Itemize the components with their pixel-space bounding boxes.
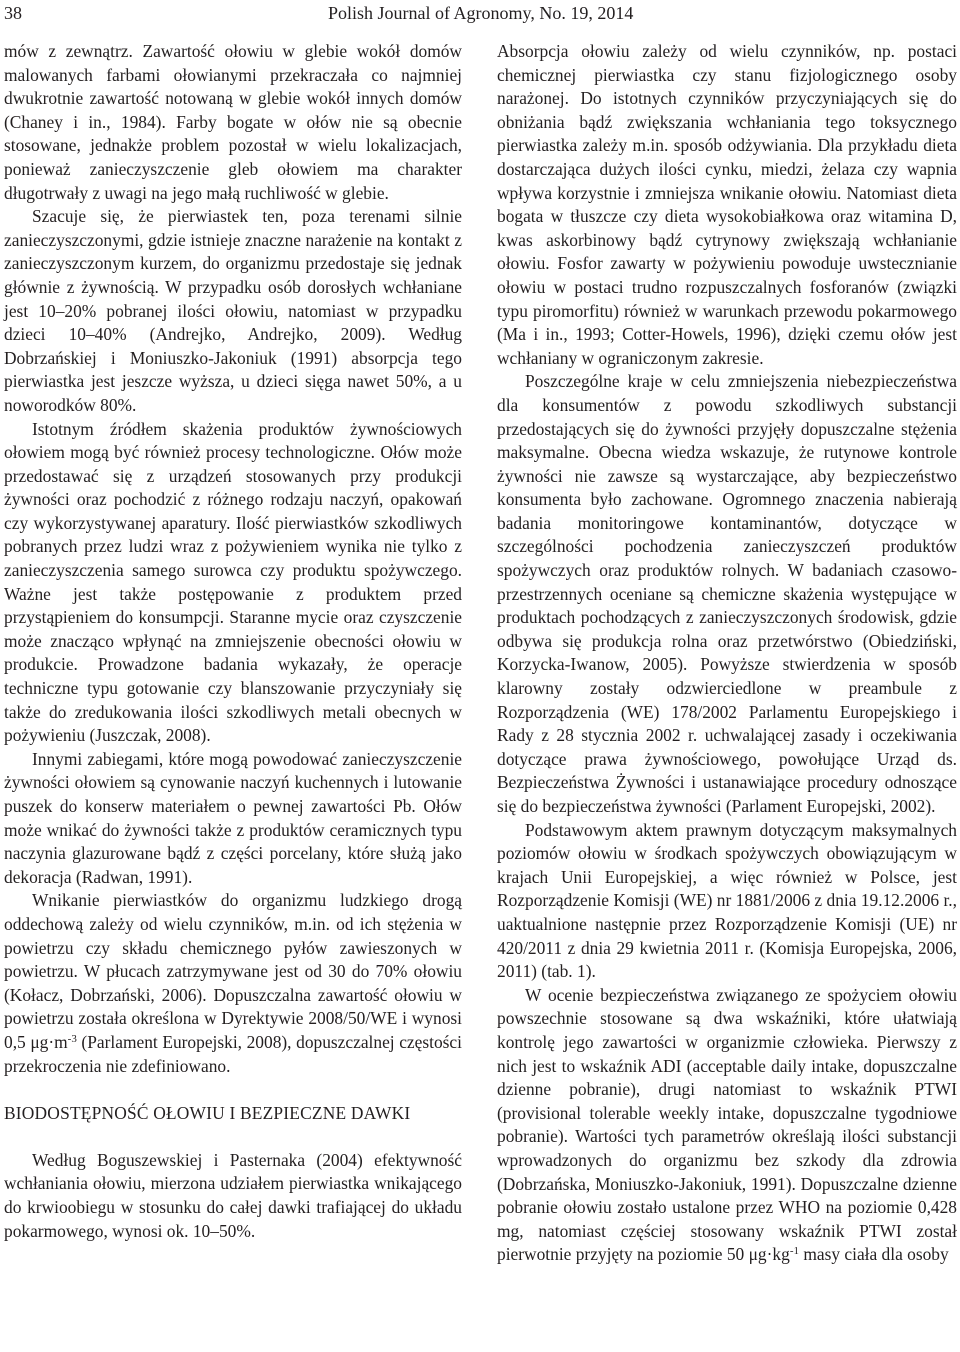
paragraph-text: W ocenie bezpieczeństwa związanego ze spożyciem ołowiu powszechnie stosowane są dwa wskaźniki, które ułatwiają kontrolę jego zawartości w organizmie człowieka. Pierwszy z nich jest to wskaźnik ADI (acceptable daily intake, dopuszczalne dzienne pobranie), drugi natomiast to wskaźnik PTWI (provisional tolerable weekly intake, dopuszczalne tygodniowe pobranie). Wartości tych parametrów określają ilości substancji wprowadzonych do organizmu bez szkody dla zdrowia (Dobrzańska, Moniuszko-Jakoniuk, 1991). Dopuszczalne dzienne pobranie ołowiu zostało ustalone przez WHO na poziomie 0,428 mg, natomiast częściej stosowany wskaźnik PTWI został pierwotnie przyjęty na poziomie 50 μg·kg <box>497 984 957 1265</box>
paragraph-text: (Parlament Europejski, 2008), dopuszczalnej częstości przekroczenia nie zdefiniowano. <box>4 1031 462 1076</box>
left-column <box>4 40 462 1243</box>
paragraph: mów z zewnątrz. Zawartość ołowiu w glebie wokół domów malowanych farbami ołowianymi przekraczała co najmniej dwukrotnie zawartość notowaną w glebie wokół innych domów (Chaney i in., 1984). Farby bogate w ołów nie są obecnie stosowane, jednakże problem pozostał w wielu lokalizacjach, ponieważ zanieczyszczenie gleb ołowiem ma charakter długotrwały z uwagi na jego małą ruchliwość w glebie. <box>4 41 462 203</box>
section-heading: BIODOSTĘPNOŚĆ OŁOWIU I BEZPIECZNE DAWKI <box>4 1103 411 1124</box>
paragraph: Absorpcja ołowiu zależy od wielu czynników, np. postaci chemicznej pierwiastka czy stanu fizjologicznego osoby narażonej. Do istotnych czynników przyczyniających się do obniżania bądź zwiększania wchłaniania tego toksycznego pierwiastka zależy m.in. sposób odżywiania. Dla przykładu dieta dostarczająca dużych ilości cynku, miedzi, żelaza czy wapnia wpływa korzystnie i zmniejsza wnikanie ołowiu. Natomiast dieta bogata w tłuszcze czy dieta wysokobiałkowa oraz witamina D, kwas askorbinowy bądź cytrynowy zwiększają wchłanianie ołowiu. Fosfor zawarty w pożywieniu powoduje uwstecznianie ołowiu w postaci trudno rozpuszczalnych fosforanów (związki typu piromorfitu) również w warunkach przewodu pokarmowego (Ma i in., 1993; Cotter-Howels, 1996), dzięki czemu ołów jest wchłaniany w ograniczonym zakresie. <box>497 41 957 368</box>
paragraph-text: masy ciała dla osoby <box>798 1244 949 1265</box>
paragraph <box>497 984 957 1267</box>
paragraph: Szacuje się, że pierwiastek ten, poza terenami silnie zanieczyszczonymi, gdzie istnieje znaczne narażenie na kontakt z zanieczyszczonym kurzem, do organizmu przedostaje się jednak głównie z żywnością. W przypadku osób dorosłych wchłaniane jest 10–20% pobranej ilości ołowiu, natomiast w przypadku dzieci 10–40% (Andrejko, Andrejko, 2009). Według Dobrzańskiej i Moniuszko-Jakoniuk (1991) absorpcja tego pierwiastka jest jeszcze wyższa, u dzieci sięga nawet 50%, a u noworodków 80%. <box>4 206 462 415</box>
right-column <box>497 40 957 1267</box>
paragraph-text: Wnikanie pierwiastków do organizmu ludzkiego drogą oddechową zależy od wielu czynników, m.in. od ich stężenia w powietrzu czy składu chemicznego pyłów zawieszonych w powietrzu. W płucach zatrzymywane jest od 30 do 70% ołowiu (Kołacz, Dobrzański, 2006). Dopuszczalna zawartość ołowiu w powietrzu została określona w Dyrektywie 2008/50/WE i wynosi 0,5 μg·m <box>4 890 462 1052</box>
superscript: -1 <box>789 1245 799 1258</box>
page-number: 38 <box>4 3 22 23</box>
page-header <box>0 2 960 32</box>
paragraph: Innymi zabiegami, które mogą powodować zanieczyszczenie żywności ołowiem są cynowanie naczyń kuchennych i lutowanie puszek do konserw materiałem o pewnej zawartości Pb. Ołów może wnikać do żywności także z produktów ceramicznych typu naczynia glazurowane bądź z części porcelany, które służą jako dekoracja (Radwan, 1991). <box>4 748 462 887</box>
paragraph: Poszczególne kraje w celu zmniejszenia niebezpieczeństwa dla konsumentów z powodu szkodliwych substancji przedostających się do żywności przyjęły dopuszczalne stężenia maksymalne. Obecna wiedza wskazuje, że rutynowe kontrole żywności nie zawsze są wystarczające, aby bezpieczeństwo konsumenta było zachowane. Ogromnego znaczenia nabierają badania monitoringowe kontaminantów, dotyczące w szczególności pochodzenia zanieczyszczeń produktów spożywczych oraz produktów rolnych. W badaniach czasowo-przestrzennych oceniane są chemiczne skażenia występujące w produktach pochodzących z zanieczyszczonych środowisk, gdzie odbywa się produkcja rolna oraz przetwórstwo (Obiedziński, Korzycka-Iwanow, 2005). Powyższe stwierdzenia w sposób klarowny zostały odzwierciedlone w preambule z Rozporządzenia (WE) 178/2002 Parlamentu Europejskiego i Rady z 28 stycznia 2002 r. uchwalającej zasady i oczekiwania dotyczące prawa żywnościowego, powołujące Urząd ds. Bezpieczeństwa Żywności i ustanawiające procedury odnoszące się do bezpieczeństwa żywności (Parlament Europejski, 2002). <box>497 371 957 816</box>
superscript: -3 <box>67 1032 77 1045</box>
paragraph <box>4 889 462 1078</box>
paragraph: Podstawowym aktem prawnym dotyczącym maksymalnych poziomów ołowiu w środkach spożywczych obowiązującym w krajach Unii Europejskiej, a więc również w Polsce, jest Rozporządzenie Komisji (WE) nr 1881/2006 z dnia 19.12.2006 r., uaktualnione następnie przez Rozporządzenie Komisji (UE) nr 420/2011 z dnia 29 kwietnia 2011 r. (Komisja Europejska, 2006, 2011) (tab. 1). <box>497 819 957 982</box>
running-head: Polish Journal of Agronomy, No. 19, 2014 <box>328 3 634 23</box>
paragraph: Istotnym źródłem skażenia produktów żywnościowych ołowiem mogą być również procesy technologiczne. Ołów może przedostawać się z urządzeń stosowanych przy produkcji żywności oraz pochodzić z różnego rodzaju naczyń, opakowań czy wykorzystywanej aparatury. Ilość pierwiastków szkodliwych pobranych przez ludzi wraz z pożywieniem wynika nie tylko z zanieczyszczenia samego surowca czy produktu spożywczego. Ważne jest także postępowanie z produktem przed przystąpieniem do konsumpcji. Staranne mycie oraz czyszczenie może znacząco wpłynąć na zmniejszenie obecności ołowiu w produkcie. Prowadzone badania wykazały, że operacje techniczne typu gotowanie czy blanszowanie przyczyniały się także do zredukowania ilości szkodliwych metali obecnych w pożywieniu (Juszczak, 2008). <box>4 418 462 746</box>
paragraph: Według Boguszewskiej i Pasternaka (2004) efektywność wchłaniania ołowiu, mierzona udziałem pierwiastka wnikającego do krwioobiegu w stosunku do całej dawki trafiającej do układu pokarmowego, wynosi ok. 10–50%. <box>4 1149 462 1241</box>
